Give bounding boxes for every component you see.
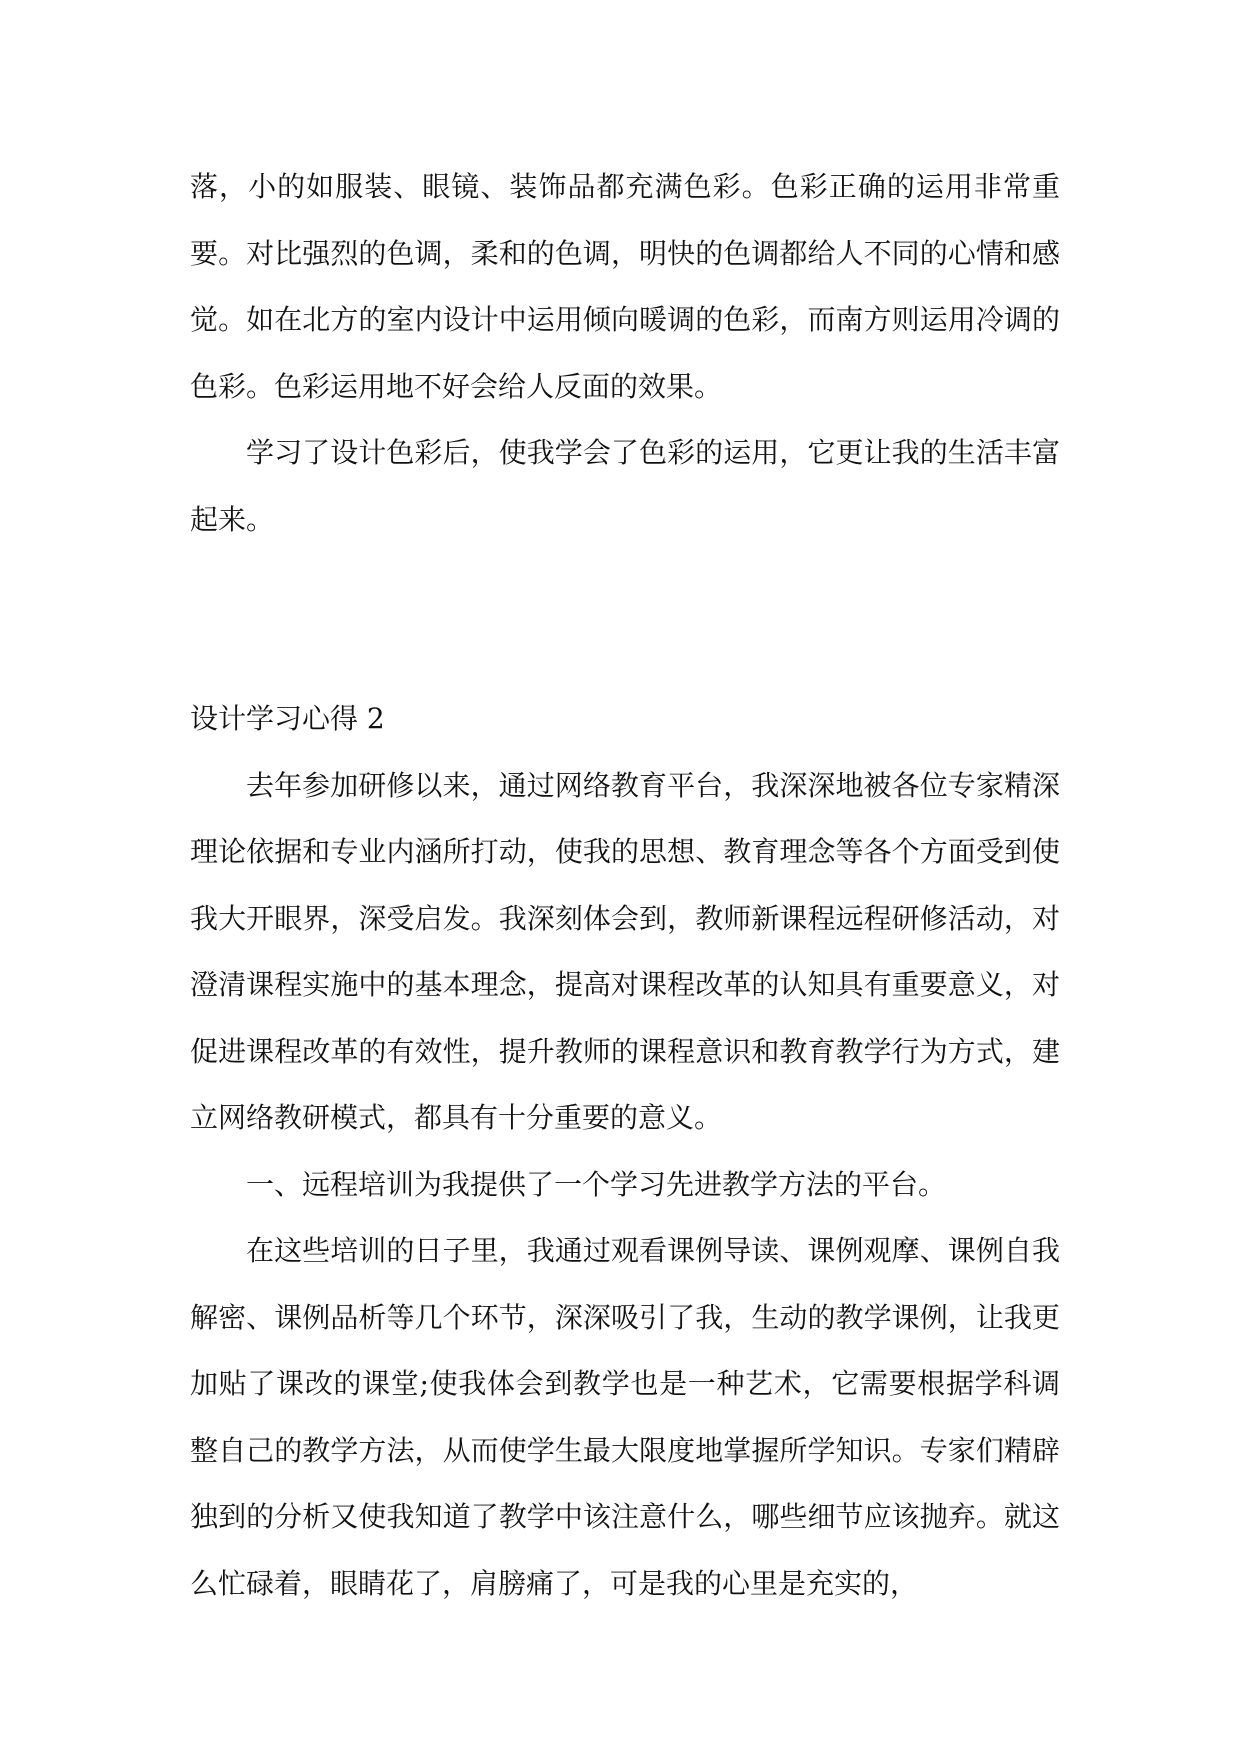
section-title: 设计学习心得 2 (190, 702, 385, 735)
document-body (190, 154, 1060, 1617)
paragraph: 去年参加研修以来，通过网络教育平台，我深深地被各位专家精深理论依据和专业内涵所打动，使我的思想、教育理念等各个方面受到使我大开眼界，深受启发。我深刻体会到，教师新课程远程研修活动，对澄清课程实施中的基本理念，提高对课程改革的认知具有重要意义，对促进课程改革的有效性，提升教师的课程意识和教育教学行为方式，建立网络教研模式，都具有十分重要的意义。 (190, 768, 1060, 1134)
paragraph: 在这些培训的日子里，我通过观看课例导读、课例观摩、课例自我解密、课例品析等几个环节，深深吸引了我，生动的教学课例，让我更加贴了课改的课堂;使我体会到教学也是一种艺术，它需要根据学科调整自己的教学方法，从而使学生最大限度地掌握所学知识。专家们精辟独到的分析又使我知道了教学中该注意什么，哪些细节应该抛弃。就这么忙碌着，眼睛花了，肩膀痛了，可是我的心里是充实的， (190, 1234, 1060, 1600)
paragraph-continued: 落，小的如服装、眼镜、装饰品都充满色彩。色彩正确的运用非常重要。对比强烈的色调，柔和的色调，明快的色调都给人不同的心情和感觉。如在北方的室内设计中运用倾向暖调的色彩，而南方则运用冷调的色彩。色彩运用地不好会给人反面的效果。 (190, 170, 1060, 403)
paragraph: 一、远程培训为我提供了一个学习先进教学方法的平台。 (246, 1167, 947, 1201)
section-gap (190, 553, 1060, 686)
paragraph: 学习了设计色彩后，使我学会了色彩的运用，它更让我的生活丰富起来。 (190, 436, 1060, 536)
